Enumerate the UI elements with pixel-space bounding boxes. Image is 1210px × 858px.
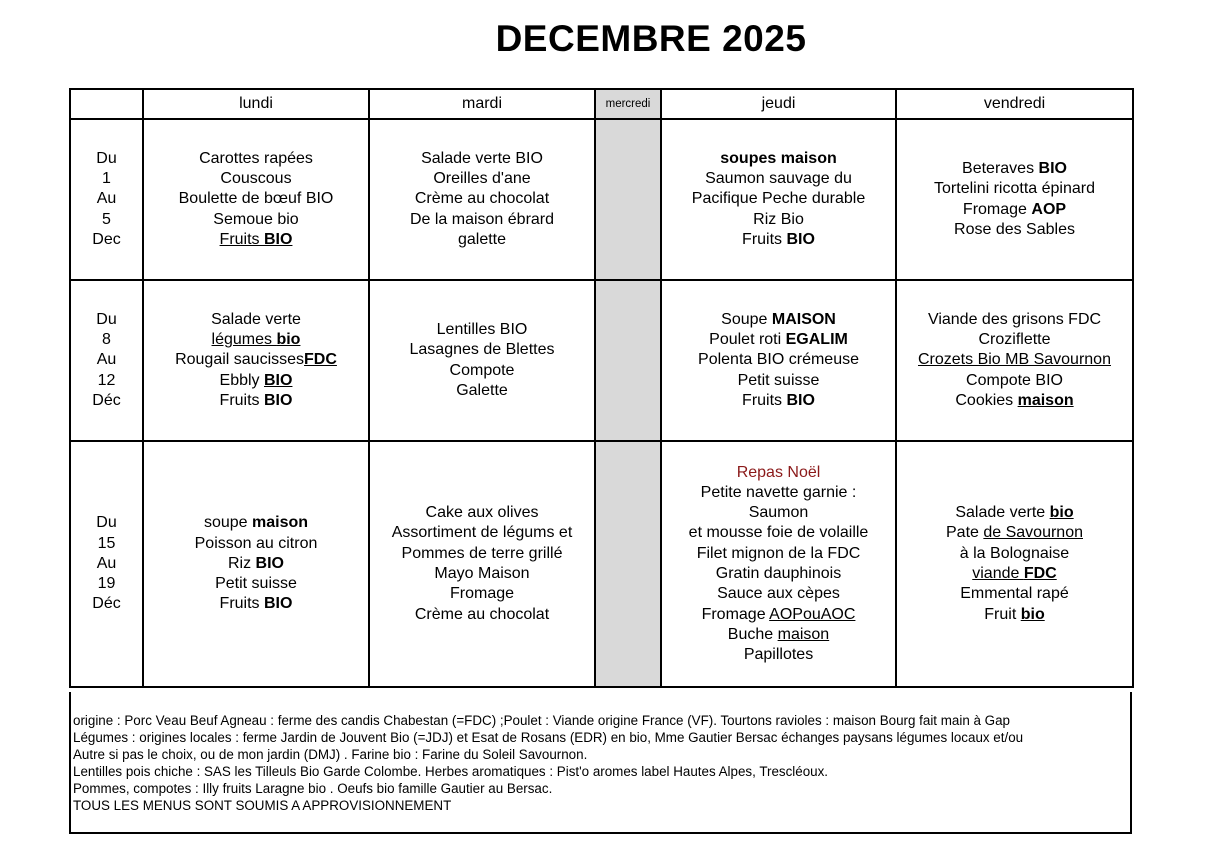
menu-text: et mousse foie de volaille bbox=[688, 524, 869, 542]
menu-text: Tortelini ricotta épinard bbox=[934, 180, 1095, 198]
menu-line bbox=[144, 594, 368, 614]
menu-text: Gratin dauphinois bbox=[715, 565, 842, 582]
menu-text: Pommes de terre grillé bbox=[401, 544, 563, 562]
menu-text: AOP bbox=[1031, 200, 1067, 218]
menu-text: Carottes rapées bbox=[199, 149, 313, 167]
menu-line bbox=[897, 605, 1132, 625]
menu-line bbox=[370, 381, 594, 401]
menu-line bbox=[144, 574, 368, 594]
menu-text: Riz bbox=[227, 554, 256, 572]
note-line: Lentilles pois chiche : SAS les Tilleuls Bio Garde Colombe. Herbes aromatiques : Pist'o aromes label Hautes Alpes, Trescléoux. bbox=[73, 764, 829, 779]
menu-text: Poisson au citron bbox=[194, 534, 318, 552]
menu-text: BIO bbox=[264, 595, 293, 613]
menu-text: Crème au chocolat bbox=[414, 605, 550, 623]
menu-text: Viande des grisons FDC bbox=[927, 310, 1102, 328]
menu-text: 15 bbox=[97, 534, 116, 552]
menu-text: Pate bbox=[946, 524, 984, 542]
menu-text: 1 bbox=[102, 170, 111, 188]
menu-text: Déc bbox=[92, 595, 121, 613]
menu-text: viande bbox=[972, 565, 1024, 582]
menu-line bbox=[662, 584, 895, 604]
menu-line bbox=[370, 564, 594, 584]
menu-text: Emmental rapé bbox=[960, 585, 1069, 603]
menu-text: BIO bbox=[786, 391, 815, 409]
menu-line bbox=[662, 371, 895, 391]
menu-text: 12 bbox=[97, 371, 116, 389]
menu-line bbox=[897, 564, 1132, 584]
menu-text: maison bbox=[780, 149, 837, 167]
menu-text: MAISON bbox=[771, 310, 836, 328]
menu-line bbox=[662, 564, 895, 584]
menu-line bbox=[897, 391, 1132, 411]
menu-text: Polenta BIO crémeuse bbox=[698, 351, 859, 369]
menu-line bbox=[662, 605, 895, 625]
header-mardi: mardi bbox=[369, 89, 595, 119]
menu-text: maison bbox=[252, 514, 309, 532]
menu-text: Petit suisse bbox=[737, 371, 820, 389]
sourcing-notes bbox=[69, 692, 1132, 834]
menu-text: De la maison ébrard bbox=[409, 210, 555, 228]
menu-text: Au bbox=[96, 190, 117, 208]
menu-text: Galette bbox=[456, 381, 508, 399]
menu-text: Poulet roti bbox=[709, 331, 786, 349]
menu-line bbox=[662, 210, 895, 230]
menu-line bbox=[662, 391, 895, 411]
menu-line bbox=[370, 605, 594, 625]
menu-text: Au bbox=[96, 554, 117, 572]
menu-text: Papillotes bbox=[743, 646, 814, 664]
menu-text: Salade verte bbox=[211, 310, 301, 328]
week-row bbox=[70, 441, 1133, 687]
menu-line bbox=[144, 513, 368, 533]
menu-line bbox=[897, 220, 1132, 240]
menu-text: Repas Noël bbox=[736, 463, 821, 481]
menu-line bbox=[662, 310, 895, 330]
header-row bbox=[70, 89, 1133, 119]
menu-line bbox=[370, 340, 594, 360]
menu-line bbox=[144, 310, 368, 330]
menu-cell-lundi bbox=[143, 441, 369, 687]
menu-text: Saumon sauvage du bbox=[705, 170, 852, 188]
menu-line bbox=[897, 503, 1132, 523]
menu-line bbox=[144, 169, 368, 189]
menu-line bbox=[897, 179, 1132, 199]
header-vendredi: vendredi bbox=[896, 89, 1133, 119]
menu-text: Croziflette bbox=[978, 331, 1051, 349]
menu-cell-mardi bbox=[369, 441, 595, 687]
menu-cell-mercredi bbox=[595, 441, 661, 687]
menu-text: de Savournon bbox=[983, 524, 1083, 542]
menu-text: Semoue bio bbox=[213, 210, 299, 228]
menu-line bbox=[897, 371, 1132, 391]
menu-text: Mayo Maison bbox=[434, 565, 530, 582]
menu-line bbox=[370, 503, 594, 523]
menu-text: Saumon bbox=[748, 504, 809, 522]
note-line: Légumes : origines locales : ferme Jardin de Jouvent Bio (=JDJ) et Esat de Rosans (EDR) en bio, Mme Gautier Bersac échanges paysans légumes locaux et/ou bbox=[73, 730, 1024, 745]
menu-line bbox=[662, 523, 895, 543]
menu-text: à la Bolognaise bbox=[959, 544, 1070, 562]
menu-line bbox=[662, 189, 895, 209]
week-range bbox=[70, 441, 143, 687]
menu-text: Petit suisse bbox=[215, 575, 297, 593]
menu-text: 19 bbox=[97, 575, 116, 593]
week-row bbox=[70, 280, 1133, 441]
menu-line bbox=[897, 523, 1132, 543]
menu-text: Du bbox=[96, 514, 117, 532]
menu-text: BIO bbox=[264, 391, 293, 409]
menu-text: Petite navette garnie : bbox=[700, 483, 857, 501]
menu-text: Fruits bbox=[742, 391, 787, 409]
menu-line bbox=[897, 544, 1132, 564]
menu-text: Rougail saucisses bbox=[175, 351, 305, 369]
week-range bbox=[70, 119, 143, 280]
menu-text: Filet mignon de la FDC bbox=[696, 544, 861, 562]
menu-text: FDC bbox=[1023, 565, 1057, 582]
menu-text: bio bbox=[276, 331, 301, 349]
menu-cell-jeudi bbox=[661, 280, 896, 441]
menu-line bbox=[370, 149, 594, 169]
menu-text: EGALIM bbox=[785, 331, 848, 349]
menu-line bbox=[370, 169, 594, 189]
menu-cell-lundi bbox=[143, 119, 369, 280]
menu-text: Buche bbox=[727, 625, 778, 643]
menu-text: Ebbly bbox=[219, 371, 264, 389]
menu-line bbox=[662, 503, 895, 523]
week-row bbox=[70, 119, 1133, 280]
header-jeudi: jeudi bbox=[661, 89, 896, 119]
menu-text: Fromage bbox=[449, 585, 515, 603]
note-line: Autre si pas le choix, ou de mon jardin (DMJ) . Farine bio : Farine du Soleil Savournon. bbox=[73, 747, 588, 762]
menu-text: Assortiment de légums et bbox=[391, 524, 573, 542]
menu-line bbox=[370, 361, 594, 381]
menu-text: Crème au chocolat bbox=[414, 190, 550, 208]
menu-line bbox=[662, 544, 895, 564]
menu-text: Lasagnes de Blettes bbox=[409, 341, 555, 359]
menu-cell-mardi bbox=[369, 119, 595, 280]
menu-text: FDC bbox=[304, 351, 337, 369]
menu-line bbox=[144, 149, 368, 169]
menu-line bbox=[144, 350, 368, 370]
menu-text: BIO bbox=[264, 371, 293, 389]
menu-text: Salade verte BIO bbox=[421, 149, 543, 167]
menu-text: Rose des Sables bbox=[954, 220, 1075, 238]
menu-line bbox=[144, 534, 368, 554]
menu-text: Compote bbox=[449, 361, 515, 379]
menu-text: 8 bbox=[102, 331, 111, 349]
menu-text: Sauce aux cèpes bbox=[717, 585, 840, 603]
menu-line bbox=[370, 584, 594, 604]
note-line: origine : Porc Veau Beuf Agneau : ferme des candis Chabestan (=FDC) ;Poulet : Viande origine France (VF). Tourtons ravioles : maison Bourg fait main à Gap bbox=[73, 713, 1010, 728]
menu-text: Du bbox=[96, 310, 117, 328]
menu-cell-jeudi bbox=[661, 441, 896, 687]
menu-text: Boulette de bœuf BIO bbox=[178, 190, 334, 208]
menu-text: Fruits bbox=[219, 230, 264, 248]
menu-line bbox=[662, 230, 895, 250]
menu-text: Beteraves bbox=[962, 159, 1039, 177]
menu-line bbox=[662, 625, 895, 645]
menu-text: Cookies bbox=[955, 391, 1018, 409]
menu-line bbox=[897, 159, 1132, 179]
header-corner bbox=[70, 89, 143, 119]
menu-text: Salade verte bbox=[955, 504, 1050, 522]
note-line: Pommes, compotes : Illy fruits Laragne bio . Oeufs bio famille Gautier au Bersac. bbox=[73, 781, 553, 796]
menu-text: Du bbox=[96, 149, 117, 167]
menu-line bbox=[370, 523, 594, 543]
menu-text: Couscous bbox=[220, 170, 292, 188]
menu-cell-mercredi bbox=[595, 119, 661, 280]
menu-line bbox=[897, 584, 1132, 604]
menu-cell-lundi bbox=[143, 280, 369, 441]
menu-text: Fruit bbox=[984, 605, 1021, 623]
menu-line bbox=[662, 149, 895, 169]
menu-cell-vendredi bbox=[896, 119, 1133, 280]
menu-text: galette bbox=[457, 230, 507, 248]
menu-line bbox=[662, 169, 895, 189]
menu-text: BIO bbox=[1038, 159, 1067, 177]
menu-text: Oreilles d'ane bbox=[433, 170, 531, 188]
menu-line bbox=[662, 483, 895, 503]
menu-line bbox=[370, 230, 594, 250]
header-lundi: lundi bbox=[143, 89, 369, 119]
page-title: DECEMBRE 2025 bbox=[495, 18, 807, 59]
menu-text: Fruits bbox=[219, 391, 264, 409]
menu-line bbox=[897, 350, 1132, 370]
menu-line bbox=[144, 189, 368, 209]
menu-line bbox=[370, 210, 594, 230]
menu-text: Riz Bio bbox=[753, 210, 804, 228]
menu-text: BIO bbox=[786, 230, 815, 248]
menu-text: Dec bbox=[92, 230, 121, 248]
menu-line bbox=[370, 544, 594, 564]
menu-line bbox=[144, 330, 368, 350]
menu-line bbox=[897, 200, 1132, 220]
menu-text: maison bbox=[777, 625, 830, 643]
menu-text: Crozets Bio MB Savournon bbox=[918, 351, 1111, 369]
menu-line bbox=[662, 645, 895, 665]
menu-text: maison bbox=[1017, 391, 1074, 409]
menu-text: légumes bbox=[211, 331, 277, 349]
menu-text: Fromage bbox=[701, 605, 770, 623]
menu-cell-vendredi bbox=[896, 280, 1133, 441]
menu-line bbox=[897, 330, 1132, 350]
christmas-title bbox=[662, 463, 895, 483]
menu-line bbox=[144, 210, 368, 230]
menu-text: Pacifique Peche durable bbox=[691, 190, 866, 208]
menu-text: soupe bbox=[203, 514, 253, 532]
menu-text: Fruits bbox=[219, 595, 264, 613]
menu-text: Lentilles BIO bbox=[436, 320, 528, 338]
menu-text: bio bbox=[1049, 504, 1074, 522]
menu-cell-jeudi bbox=[661, 119, 896, 280]
menu-text: AOPouAOC bbox=[769, 605, 856, 623]
menu-text: Déc bbox=[92, 391, 121, 409]
menu-text: 5 bbox=[102, 210, 111, 228]
menu-cell-vendredi bbox=[896, 441, 1133, 687]
note-line: TOUS LES MENUS SONT SOUMIS A APPROVISIONNEMENT bbox=[73, 798, 452, 813]
menu-text: Soupe bbox=[721, 310, 772, 328]
menu-cell-mardi bbox=[369, 280, 595, 441]
week-range bbox=[70, 280, 143, 441]
menu-cell-mercredi bbox=[595, 280, 661, 441]
menu-text: bio bbox=[1020, 605, 1045, 623]
menu-line bbox=[897, 310, 1132, 330]
menu-line bbox=[370, 320, 594, 340]
menu-line bbox=[370, 189, 594, 209]
menu-table bbox=[69, 88, 1134, 688]
menu-line bbox=[144, 554, 368, 574]
menu-line bbox=[662, 330, 895, 350]
menu-text: BIO bbox=[255, 554, 284, 572]
menu-text: soupes bbox=[720, 149, 781, 167]
menu-text: Cake aux olives bbox=[425, 504, 539, 522]
menu-text: Fruits bbox=[742, 230, 787, 248]
menu-line bbox=[144, 230, 368, 250]
menu-line bbox=[662, 350, 895, 370]
menu-line bbox=[144, 391, 368, 411]
header-mercredi: mercredi bbox=[595, 89, 661, 119]
menu-line bbox=[144, 371, 368, 391]
menu-text: Fromage bbox=[962, 200, 1032, 218]
menu-text: Au bbox=[96, 351, 117, 369]
menu-text: Compote BIO bbox=[966, 371, 1063, 389]
menu-text: BIO bbox=[264, 230, 293, 248]
